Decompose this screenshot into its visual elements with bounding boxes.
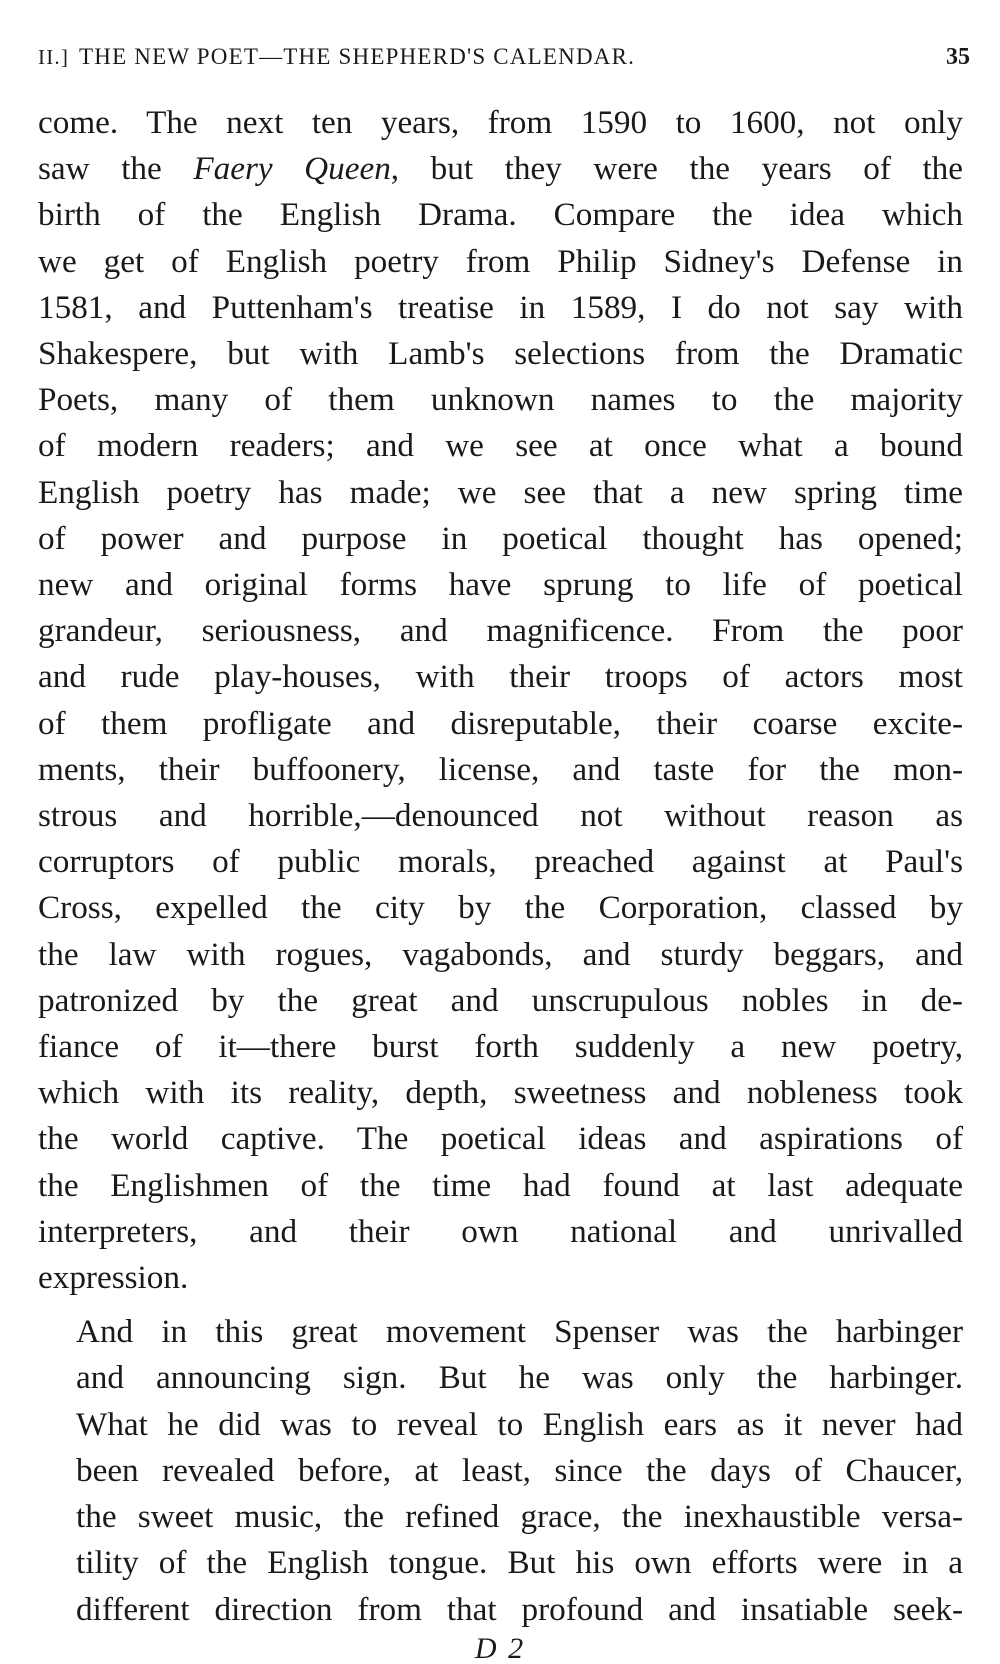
text-line: of them profligate and disreputable, their coarse excite-	[38, 704, 963, 742]
running-head-left	[38, 44, 946, 70]
text-line: corruptors of public morals, preached against at Paul's	[38, 843, 963, 881]
text-line: patronized by the great and unscrupulous nobles in de-	[38, 981, 963, 1019]
text-line: we get of English poetry from Philip Sidney's Defense in	[38, 242, 963, 280]
signature-mark: D 2	[474, 1632, 526, 1664]
text-line: strous and horrible,—denounced not without reason as	[38, 797, 963, 835]
running-head	[38, 44, 970, 80]
paragraph-2	[38, 1309, 963, 1632]
text-line: expression.	[38, 1259, 189, 1297]
text-line: the law with rogues, vagabonds, and sturdy beggars, and	[38, 935, 963, 973]
text-line: 1581, and Puttenham's treatise in 1589, I do not say with	[38, 288, 963, 326]
text-line: of power and purpose in poetical thought has opened;	[38, 519, 963, 557]
text-line: interpreters, and their own national and unrivalled	[38, 1212, 963, 1250]
text-line: new and original forms have sprung to life of poetical	[38, 566, 963, 604]
text-line: the sweet music, the refined grace, the inexhaustible versa-	[76, 1498, 963, 1536]
text-line: the world captive. The poetical ideas and aspirations of	[38, 1120, 963, 1158]
text-line: and announcing sign. But he was only the harbinger.	[76, 1359, 963, 1397]
text-line: tility of the English tongue. But his own efforts were in a	[76, 1544, 963, 1582]
text-line: birth of the English Drama. Compare the idea which	[38, 196, 963, 234]
text-line: and rude play-houses, with their troops of actors most	[38, 658, 963, 696]
text-line: of modern readers; and we see at once what a bound	[38, 427, 963, 465]
paragraph-1	[38, 100, 963, 1301]
text-line: Poets, many of them unknown names to the majority	[38, 381, 963, 419]
text-line: English poetry has made; we see that a new spring time	[38, 473, 963, 511]
text-line: Cross, expelled the city by the Corporation, classed by	[38, 889, 963, 927]
text-line: come. The next ten years, from 1590 to 1600, not only	[38, 104, 963, 141]
text-line: the Englishmen of the time had found at last adequate	[38, 1166, 963, 1204]
running-title: THE NEW POET—THE SHEPHERD'S CALENDAR.	[79, 44, 636, 69]
body-text	[38, 100, 963, 1633]
text-line: grandeur, seriousness, and magnificence. From the poor	[38, 612, 963, 650]
page-number: 35	[946, 44, 970, 70]
text-line: different direction from that profound and insatiable seek-	[76, 1590, 963, 1628]
text-line: fiance of it—there burst forth suddenly a new poetry,	[38, 1028, 963, 1066]
text-line: ments, their buffoonery, license, and taste for the mon-	[38, 750, 963, 788]
text-line: And in this great movement Spenser was the harbinger	[76, 1313, 963, 1351]
text-line: Shakespere, but with Lamb's selections from the Dramatic	[38, 335, 963, 373]
text-line: What he did was to reveal to English ears as it never had	[76, 1405, 963, 1443]
italic-title: Faery Queen	[193, 150, 391, 188]
text-line-faery-queen: saw the Faery Queen, but they were the years of the	[38, 150, 963, 188]
text-line: been revealed before, at least, since the days of Chaucer,	[76, 1451, 963, 1489]
chapter-marker: II.]	[38, 45, 70, 69]
text-line: which with its reality, depth, sweetness and nobleness took	[38, 1074, 963, 1112]
